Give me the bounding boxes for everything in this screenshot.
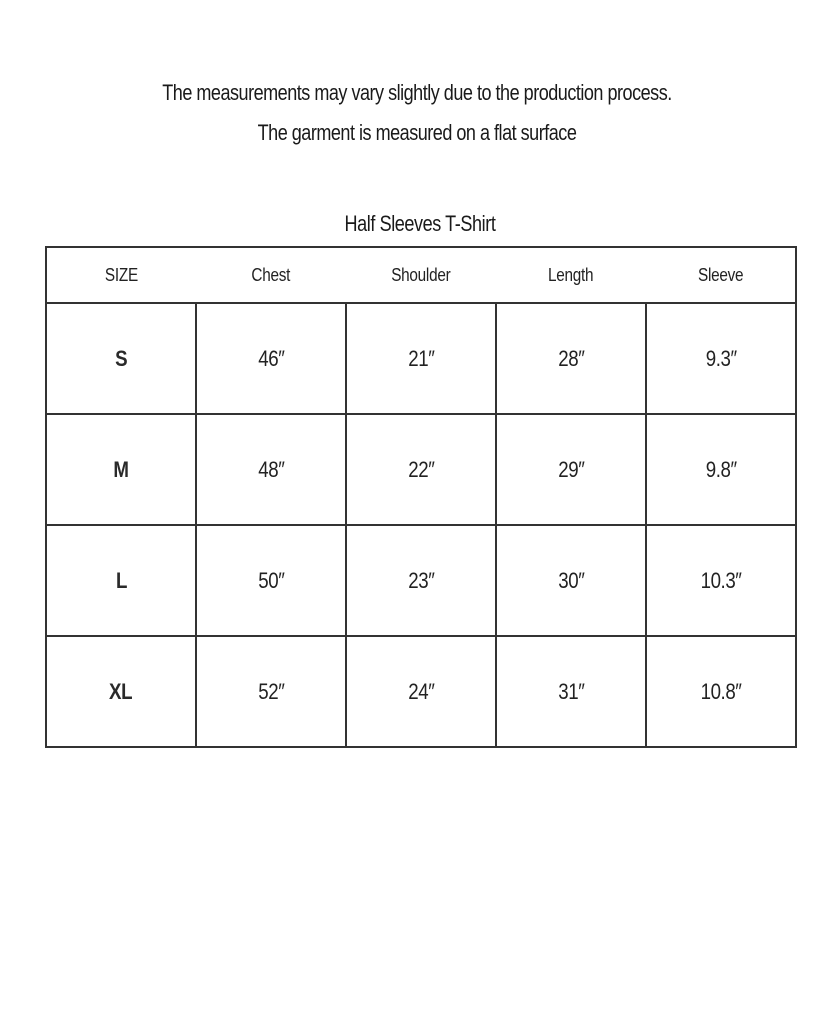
sleeve-cell: 10.3″ bbox=[646, 525, 796, 636]
shoulder-cell: 24″ bbox=[346, 636, 496, 747]
length-cell: 29″ bbox=[496, 414, 646, 525]
size-cell: XL bbox=[46, 636, 196, 747]
length-cell: 28″ bbox=[496, 303, 646, 414]
header-size: SIZE bbox=[46, 247, 196, 303]
sleeve-cell: 9.8″ bbox=[646, 414, 796, 525]
sleeve-cell: 10.8″ bbox=[646, 636, 796, 747]
table-row bbox=[46, 414, 796, 525]
shoulder-cell: 22″ bbox=[346, 414, 496, 525]
table-row bbox=[46, 303, 796, 414]
header-chest: Chest bbox=[196, 247, 346, 303]
table-header-row bbox=[46, 247, 796, 303]
sleeve-cell: 9.3″ bbox=[646, 303, 796, 414]
table-title: Half Sleeves T-Shirt bbox=[344, 211, 496, 236]
shoulder-cell: 21″ bbox=[346, 303, 496, 414]
size-cell: M bbox=[46, 414, 196, 525]
length-cell: 30″ bbox=[496, 525, 646, 636]
header-sleeve: Sleeve bbox=[646, 247, 796, 303]
shoulder-cell: 23″ bbox=[346, 525, 496, 636]
header-length: Length bbox=[496, 247, 646, 303]
table-row bbox=[46, 525, 796, 636]
chest-cell: 46″ bbox=[196, 303, 346, 414]
table-row bbox=[46, 636, 796, 747]
size-cell: L bbox=[46, 525, 196, 636]
chest-cell: 52″ bbox=[196, 636, 346, 747]
chest-cell: 50″ bbox=[196, 525, 346, 636]
size-chart-table bbox=[45, 246, 797, 748]
flat-surface-note: The garment is measured on a flat surface bbox=[257, 120, 577, 145]
header-shoulder: Shoulder bbox=[346, 247, 496, 303]
size-cell: S bbox=[46, 303, 196, 414]
chest-cell: 48″ bbox=[196, 414, 346, 525]
measurement-note: The measurements may vary slightly due to the production process. bbox=[162, 80, 672, 105]
length-cell: 31″ bbox=[496, 636, 646, 747]
